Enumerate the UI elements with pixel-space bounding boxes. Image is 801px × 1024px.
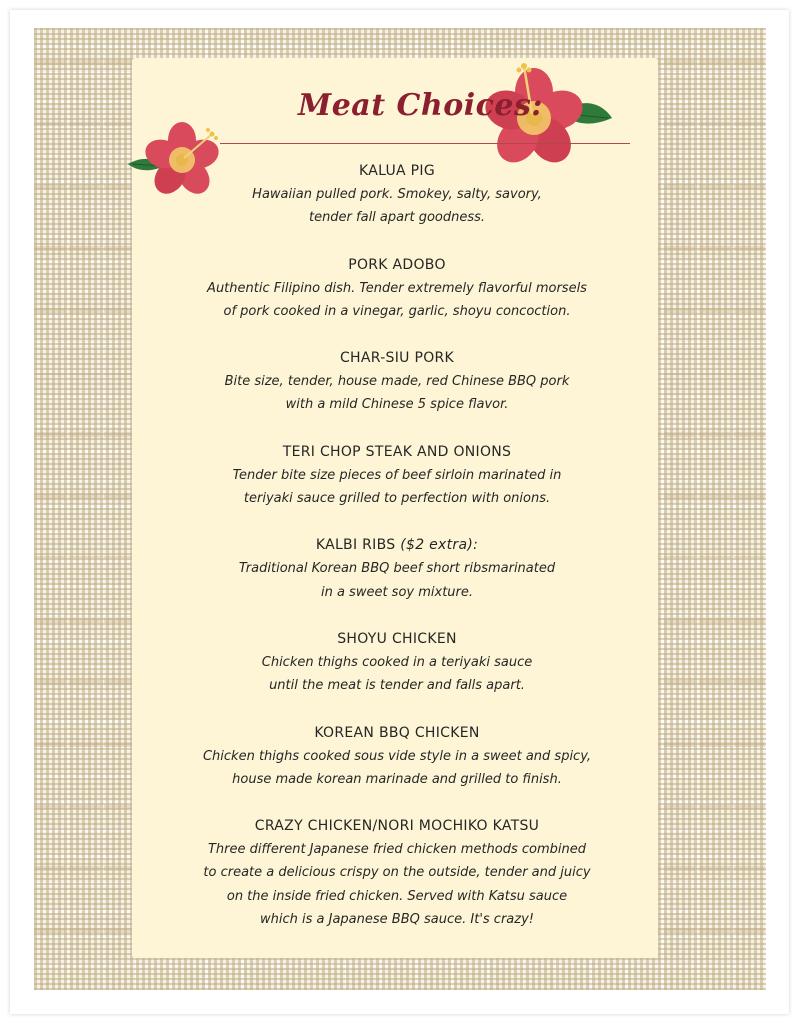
menu-item-name-text: CRAZY CHICKEN/NORI MOCHIKO KATSU bbox=[254, 818, 540, 835]
menu-item-name bbox=[150, 534, 644, 557]
description-line: Bite size, tender, house made, red Chinese BBQ pork bbox=[224, 374, 570, 390]
menu-title: Meat Choices: bbox=[298, 88, 543, 123]
description-line: until the meat is tender and falls apart. bbox=[269, 678, 525, 694]
menu-item-name-text: KALUA PIG bbox=[358, 163, 435, 179]
menu-item bbox=[150, 534, 644, 604]
menu-item-description bbox=[150, 370, 644, 417]
menu-item-name bbox=[150, 254, 644, 277]
menu-item bbox=[150, 347, 644, 417]
description-line: in a sweet soy mixture. bbox=[320, 584, 474, 600]
menu-item-name bbox=[150, 815, 644, 838]
menu-item-description bbox=[150, 745, 644, 792]
description-line: Authentic Filipino dish. Tender extremely flavorful morsels bbox=[207, 280, 587, 296]
description-line: Hawaiian pulled pork. Smokey, salty, savory, bbox=[252, 187, 542, 202]
menu-item bbox=[150, 722, 644, 792]
menu-item bbox=[150, 254, 644, 324]
description-line: Chicken thighs cooked sous vide style in a sweet and spicy, bbox=[202, 748, 592, 764]
menu-item-name-text: KOREAN BBQ CHICKEN bbox=[314, 724, 480, 741]
description-line: which is a Japanese BBQ sauce. It's crazy! bbox=[260, 912, 534, 928]
menu-item-name bbox=[150, 160, 644, 183]
menu-item-description bbox=[150, 277, 644, 324]
menu-item bbox=[150, 815, 644, 931]
menu-item-description bbox=[150, 557, 644, 604]
menu-item-name bbox=[150, 722, 644, 745]
menu-item-description bbox=[150, 183, 644, 230]
description-line: tender fall apart goodness. bbox=[308, 210, 486, 226]
menu-items-list bbox=[150, 160, 644, 955]
menu-item-price-note: ($2 extra): bbox=[400, 537, 479, 554]
menu-item-name bbox=[150, 441, 644, 464]
description-line: on the inside fried chicken. Served with Katsu sauce bbox=[226, 888, 568, 904]
menu-item-name-text: TERI CHOP STEAK AND ONIONS bbox=[282, 443, 512, 460]
description-line: Three different Japanese fried chicken methods combined bbox=[207, 842, 587, 858]
menu-item-name bbox=[150, 628, 644, 651]
description-line: house made korean marinade and grilled to finish. bbox=[232, 771, 562, 787]
description-line: to create a delicious crispy on the outside, tender and juicy bbox=[203, 865, 591, 881]
menu-item-name-text: KALBI RIBS bbox=[315, 537, 396, 554]
title-divider bbox=[220, 143, 630, 144]
menu-item-name-text: SHOYU CHICKEN bbox=[337, 630, 457, 647]
menu-item bbox=[150, 160, 644, 230]
description-line: Traditional Korean BBQ beef short ribsmarinated bbox=[238, 561, 556, 577]
menu-item-description bbox=[150, 838, 644, 931]
menu-item-name-text: PORK ADOBO bbox=[348, 256, 446, 273]
menu-item-description bbox=[150, 464, 644, 511]
menu-item-description bbox=[150, 651, 644, 698]
menu-item-name bbox=[150, 347, 644, 370]
description-line: Chicken thighs cooked in a teriyaki sauce bbox=[261, 654, 533, 670]
description-line: with a mild Chinese 5 spice flavor. bbox=[285, 397, 509, 413]
description-line: of pork cooked in a vinegar, garlic, shoyu concoction. bbox=[223, 303, 571, 319]
description-line: teriyaki sauce grilled to perfection with onions. bbox=[243, 491, 551, 507]
menu-item bbox=[150, 441, 644, 511]
menu-item bbox=[150, 628, 644, 698]
menu-item-name-text: CHAR-SIU PORK bbox=[339, 350, 455, 367]
description-line: Tender bite size pieces of beef sirloin marinated in bbox=[232, 467, 562, 483]
